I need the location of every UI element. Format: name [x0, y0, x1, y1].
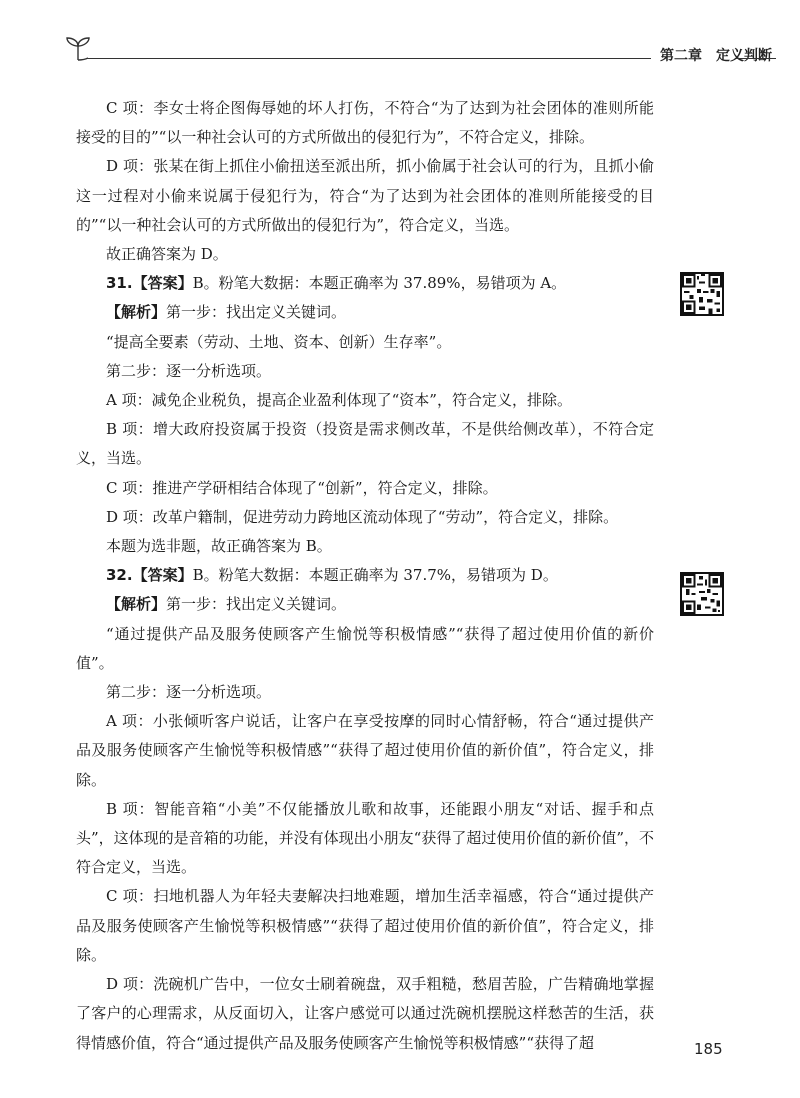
- chapter-title: 第二章 定义判断: [660, 48, 772, 64]
- paragraph: A 项：减免企业税负，提高企业盈利体现了“资本”，符合定义，排除。: [106, 391, 572, 410]
- paragraph: 本题为选非题，故正确答案为 B。: [106, 537, 332, 556]
- answer-label: 32.【答案】: [106, 566, 193, 585]
- paragraph: B 项：增大政府投资属于投资（投资是需求侧改革，不是供给侧改革），不符合定义，当选。: [76, 420, 654, 468]
- qr-code-icon[interactable]: [680, 272, 724, 316]
- analysis-label: 【解析】: [106, 303, 167, 322]
- analysis-paragraph: [76, 590, 654, 619]
- paragraph: 第二步：逐一分析选项。: [106, 361, 272, 380]
- paragraph: 第二步：逐一分析选项。: [106, 683, 272, 702]
- answer-paragraph: [76, 269, 654, 298]
- header-rule: [86, 58, 651, 59]
- paragraph: A 项：小张倾听客户说话，让客户在享受按摩的同时心情舒畅，符合“通过提供产品及服务使顾客产生愉悦等积极情感”“获得了超过使用价值的新价值”，符合定义，排除。: [76, 712, 654, 789]
- analysis-text: 第一步：找出定义关键词。: [166, 303, 347, 322]
- paragraph: D 项：张某在街上抓住小偷扭送至派出所，抓小偷属于社会认可的行为，且抓小偷这一过程对小偷来说属于侵犯行为，符合“为了达到为社会团体的准则所能接受的目的”“以一种社会认可的方式所做出的侵犯行为”，符合定义，当选。: [76, 157, 654, 234]
- paragraph: C 项：李女士将企图侮辱她的坏人打伤，不符合“为了达到为社会团体的准则所能接受的目的”“以一种社会认可的方式所做出的侵犯行为”，不符合定义，排除。: [76, 99, 654, 147]
- qr-code-icon[interactable]: [680, 572, 724, 616]
- analysis-paragraph: [76, 298, 654, 327]
- page-header: [64, 36, 776, 66]
- paragraph: C 项：扫地机器人为年轻夫妻解决扫地难题，增加生活幸福感，符合“通过提供产品及服务使顾客产生愉悦等积极情感”“获得了超过使用价值的新价值”，符合定义，排除。: [76, 887, 654, 964]
- analysis-label: 【解析】: [106, 595, 167, 614]
- paragraph: “通过提供产品及服务使顾客产生愉悦等积极情感”“获得了超过使用价值的新价值”。: [76, 624, 654, 672]
- answer-paragraph: [76, 561, 654, 590]
- page-number: 185: [694, 1040, 723, 1058]
- answer-label: 31.【答案】: [106, 274, 193, 293]
- paragraph: 故正确答案为 D。: [106, 245, 228, 264]
- header-rule-tail: [736, 58, 776, 59]
- paragraph: D 项：洗碗机广告中，一位女士刷着碗盘，双手粗糙，愁眉苦脸，广告精确地掌握了客户的心理需求，从反面切入，让客户感觉可以通过洗碗机摆脱这样愁苦的生活，获得情感价值，符合“通过提供产品及服务使顾客产生愉悦等积极情感”“获得了超: [76, 975, 654, 1052]
- paragraph: B 项：智能音箱“小美”不仅能播放儿歌和故事，还能跟小朋友“对话、握手和点头”，这体现的是音箱的功能，并没有体现出小朋友“获得了超过使用价值的新价值”，不符合定义，当选。: [76, 799, 655, 877]
- answer-text: B。粉笔大数据：本题正确率为 37.7%，易错项为 D。: [192, 566, 558, 585]
- page-body: [76, 94, 654, 1058]
- answer-text: B。粉笔大数据：本题正确率为 37.89%，易错项为 A。: [192, 274, 567, 293]
- paragraph: D 项：改革户籍制，促进劳动力跨地区流动体现了“劳动”，符合定义，排除。: [106, 507, 619, 526]
- paragraph: “提高全要素（劳动、土地、资本、创新）生存率”。: [106, 332, 452, 351]
- analysis-text: 第一步：找出定义关键词。: [166, 595, 347, 614]
- paragraph: C 项：推进产学研相结合体现了“创新”，符合定义，排除。: [106, 478, 498, 497]
